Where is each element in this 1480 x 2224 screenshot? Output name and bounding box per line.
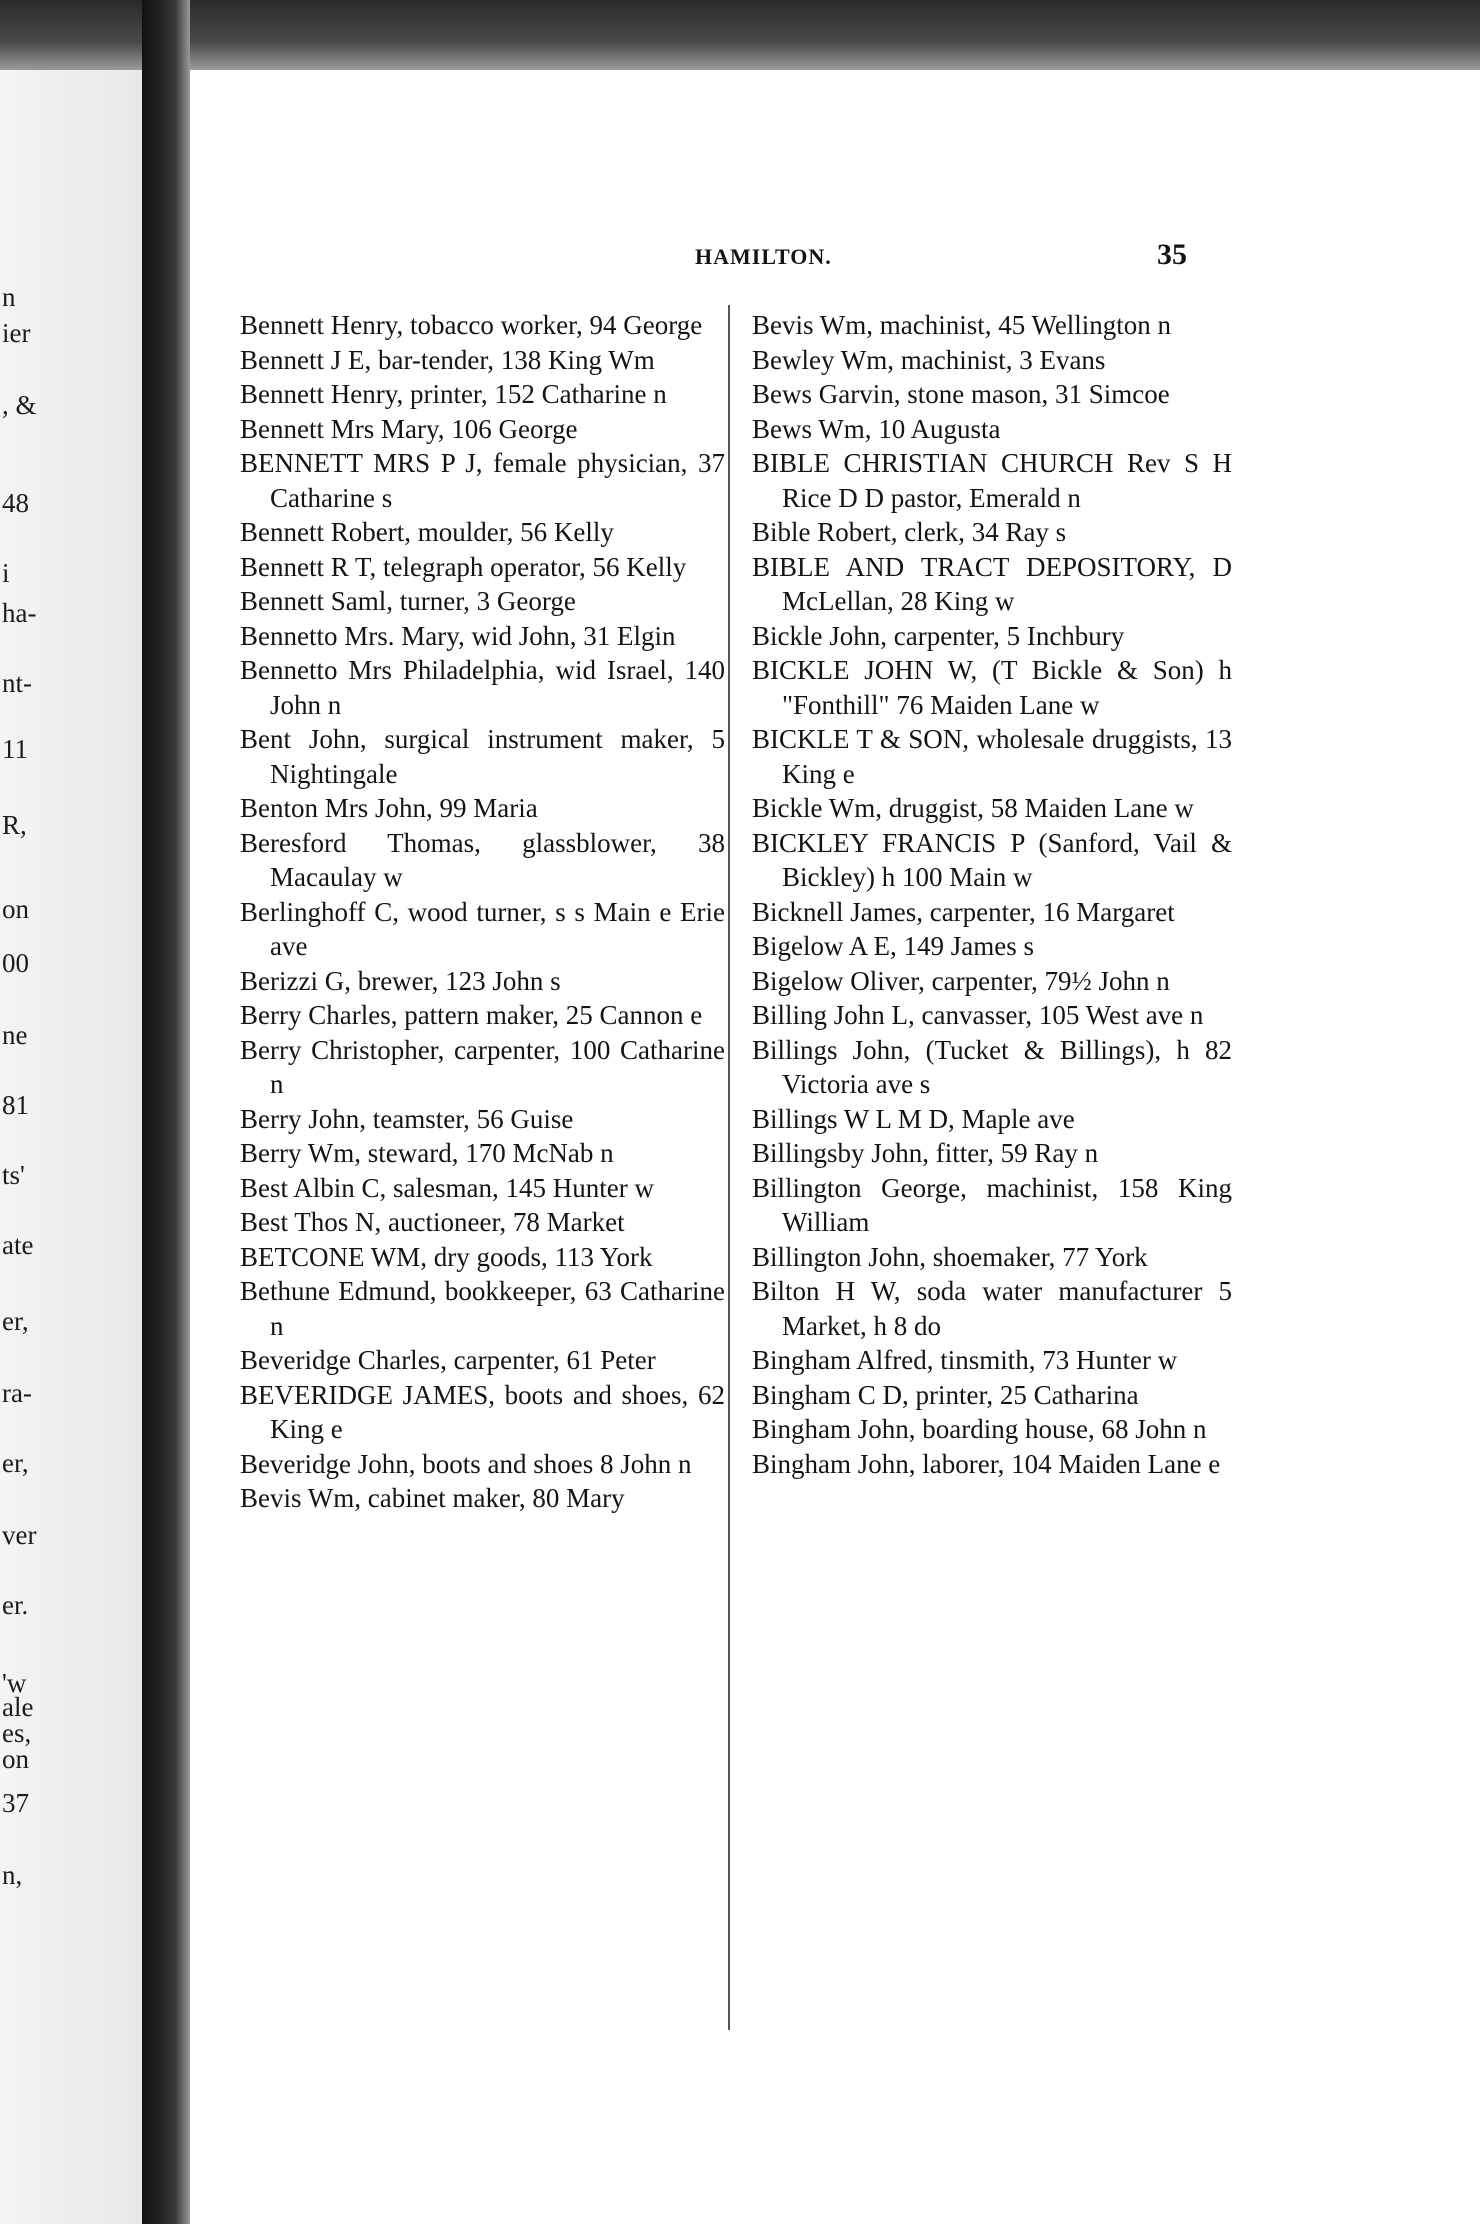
directory-entry: Bevis Wm, cabinet maker, 80 Mary	[240, 1483, 625, 1513]
directory-entry: Bennett Mrs Mary, 106 George	[240, 413, 578, 444]
previous-page-fragment: 11	[2, 734, 28, 764]
column-divider	[728, 305, 730, 2030]
previous-page-fragment: ate	[2, 1230, 34, 1260]
directory-entry: Bennett Saml, turner, 3 George	[240, 586, 576, 616]
directory-entry: Bennetto Mrs. Mary, wid John, 31 Elgin	[240, 620, 676, 651]
directory-entry: Bennett Robert, moulder, 56 Kelly	[240, 517, 614, 547]
directory-entry: Billings W L M D, Maple ave	[752, 1103, 1075, 1134]
directory-entry: Berry Wm, steward, 170 McNab n	[240, 1138, 614, 1168]
directory-entry: Billington George, machinist, 158 King William	[752, 1172, 1232, 1237]
directory-entry: Billingsby John, fitter, 59 Ray n	[752, 1138, 1099, 1168]
previous-page-fragment: n	[2, 282, 16, 312]
directory-entry: Bethune Edmund, bookkeeper, 63 Catharine n	[240, 1276, 725, 1341]
directory-entry: Berry Christopher, carpenter, 100 Catharine n	[240, 1034, 725, 1099]
previous-page-fragment: 37	[2, 1788, 29, 1818]
directory-entry: Berry John, teamster, 56 Guise	[240, 1103, 574, 1134]
directory-entry: Billington John, shoemaker, 77 York	[752, 1241, 1148, 1272]
directory-entry: Bennett Henry, tobacco worker, 94 George	[240, 310, 703, 340]
page-header	[195, 238, 1235, 284]
page-number: 35	[1157, 238, 1187, 271]
previous-page-fragment: ts'	[2, 1160, 25, 1190]
previous-page-fragment: i	[2, 558, 10, 588]
previous-page-fragment: on	[2, 894, 29, 924]
directory-entry: BIBLE CHRISTIAN CHURCH Rev S H Rice D D pastor, Emerald n	[752, 448, 1232, 513]
previous-page-fragment: ier	[2, 318, 31, 348]
directory-entry: Bennett R T, telegraph operator, 56 Kelly	[240, 551, 687, 582]
directory-entry: Bennetto Mrs Philadelphia, wid Israel, 140 John n	[240, 655, 725, 720]
directory-entry: Bent John, surgical instrument maker, 5 Nightingale	[240, 724, 725, 789]
scan-top-border	[0, 0, 1480, 70]
previous-page-fragment: ale	[2, 1692, 34, 1722]
directory-entry: BETCONE WM, dry goods, 113 York	[240, 1241, 653, 1272]
directory-entry: BICKLE T & SON, wholesale druggists, 13 King e	[752, 724, 1232, 789]
directory-entry: Bickle Wm, druggist, 58 Maiden Lane w	[752, 793, 1194, 823]
previous-page-fragment: on	[2, 1744, 29, 1774]
directory-entry: Bennett Henry, printer, 152 Catharine n	[240, 379, 667, 409]
directory-entry: Best Albin C, salesman, 145 Hunter w	[240, 1172, 654, 1203]
directory-entry: Bible Robert, clerk, 34 Ray s	[752, 517, 1067, 547]
directory-entry: BICKLEY FRANCIS P (Sanford, Vail & Bickley) h 100 Main w	[752, 827, 1232, 892]
directory-entry: BENNETT MRS P J, female physician, 37 Catharine s	[240, 448, 725, 513]
previous-page-fragment: er,	[2, 1306, 29, 1336]
directory-entry: Bingham C D, printer, 25 Catharina	[752, 1379, 1139, 1410]
previous-page-fragment: ver	[2, 1520, 37, 1550]
directory-entry: Berlinghoff C, wood turner, s s Main e Erie ave	[240, 896, 725, 961]
directory-entry: Bigelow A E, 149 James s	[752, 931, 1034, 961]
directory-entry: Berry Charles, pattern maker, 25 Cannon e	[240, 1000, 703, 1030]
previous-page-fragment: R,	[2, 810, 27, 840]
directory-entry: Bews Garvin, stone mason, 31 Simcoe	[752, 379, 1170, 409]
directory-entry: Bennett J E, bar-tender, 138 King Wm	[240, 344, 655, 375]
directory-entry: Bews Wm, 10 Augusta	[752, 413, 1001, 444]
directory-entry: Bingham John, boarding house, 68 John n	[752, 1414, 1207, 1444]
directory-entry: Bilton H W, soda water manufacturer 5 Market, h 8 do	[752, 1276, 1232, 1341]
directory-entry: Berizzi G, brewer, 123 John s	[240, 965, 561, 996]
previous-page-fragment: , &	[2, 390, 37, 420]
directory-entry: BICKLE JOHN W, (T Bickle & Son) h "Fonthill" 76 Maiden Lane w	[752, 655, 1232, 720]
book-spine-shadow	[142, 0, 190, 2224]
directory-entry: Beresford Thomas, glassblower, 38 Macaulay w	[240, 827, 725, 892]
previous-page-fragment: n,	[2, 1860, 23, 1890]
previous-page-fragment: er,	[2, 1448, 29, 1478]
directory-entry: Billing John L, canvasser, 105 West ave n	[752, 1000, 1204, 1030]
directory-entry: Beveridge Charles, carpenter, 61 Peter	[240, 1345, 656, 1375]
previous-page-fragment: 'w	[2, 1668, 27, 1698]
previous-page-fragment: ha-	[2, 598, 37, 628]
previous-page-fragment: ne	[2, 1020, 28, 1050]
previous-page-fragment: ra-	[2, 1378, 32, 1408]
directory-entry: Bigelow Oliver, carpenter, 79½ John n	[752, 965, 1170, 996]
running-head: HAMILTON.	[695, 244, 832, 269]
directory-entry: Beveridge John, boots and shoes 8 John n	[240, 1448, 692, 1479]
previous-page-fragment: nt-	[2, 668, 32, 698]
directory-column-right	[752, 308, 1232, 2028]
previous-page-fragment: 00	[2, 948, 29, 978]
directory-entry: Bewley Wm, machinist, 3 Evans	[752, 344, 1106, 375]
previous-page-fragment: 48	[2, 488, 29, 518]
directory-entry: Benton Mrs John, 99 Maria	[240, 793, 538, 823]
directory-entry: Bingham John, laborer, 104 Maiden Lane e	[752, 1448, 1221, 1479]
directory-entry: Bevis Wm, machinist, 45 Wellington n	[752, 310, 1172, 340]
directory-column-left	[240, 308, 725, 2028]
previous-page-fragment: es,	[2, 1718, 32, 1748]
directory-entry: Bicknell James, carpenter, 16 Margaret	[752, 896, 1175, 927]
directory-entry: BEVERIDGE JAMES, boots and shoes, 62 King e	[240, 1379, 725, 1444]
previous-page-fragment: 81	[2, 1090, 29, 1120]
directory-entry: Bickle John, carpenter, 5 Inchbury	[752, 620, 1125, 651]
directory-entry: BIBLE AND TRACT DEPOSITORY, D McLellan, 28 King w	[752, 551, 1232, 616]
directory-entry: Best Thos N, auctioneer, 78 Market	[240, 1207, 625, 1237]
directory-entry: Billings John, (Tucket & Billings), h 82 Victoria ave s	[752, 1034, 1232, 1099]
directory-entry: Bingham Alfred, tinsmith, 73 Hunter w	[752, 1345, 1178, 1375]
previous-page-fragment: er.	[2, 1590, 29, 1620]
